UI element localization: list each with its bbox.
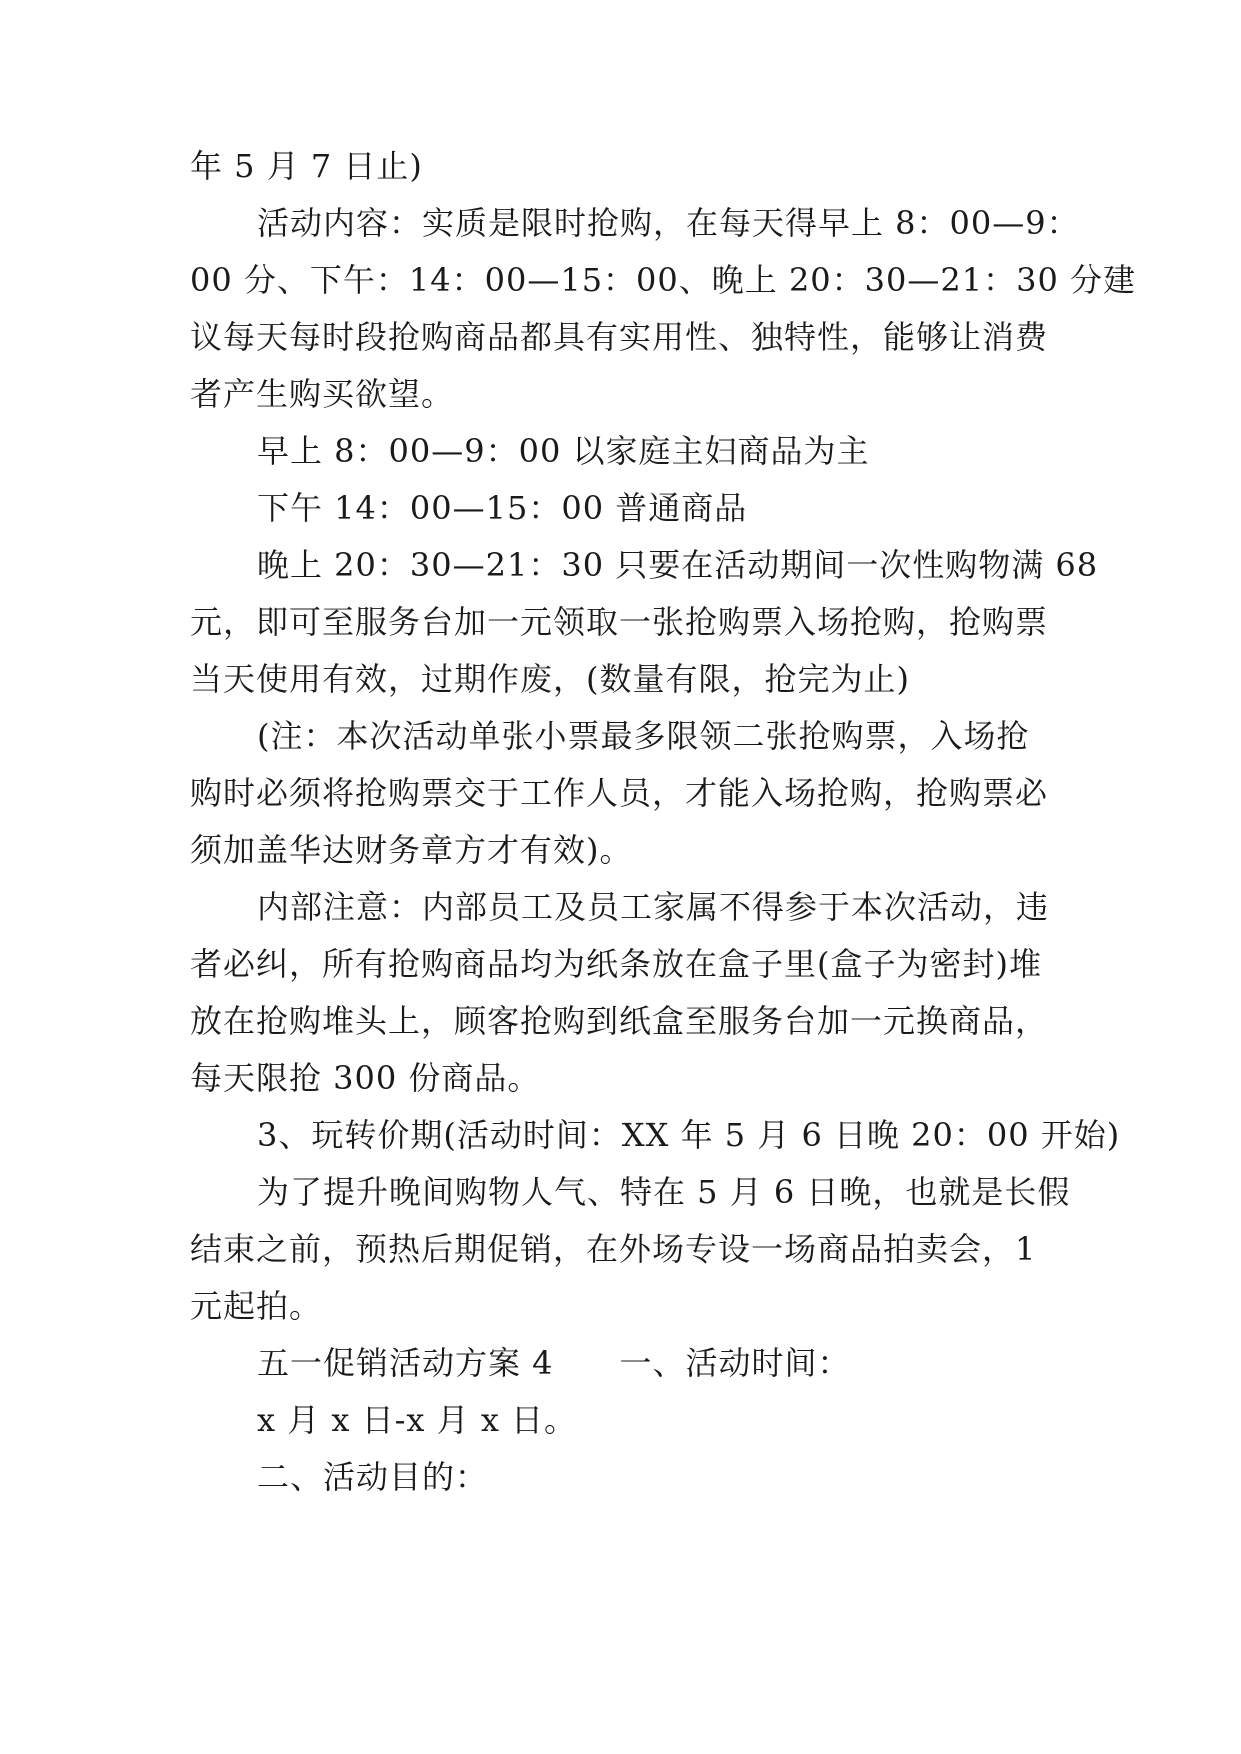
text-line: 购时必须将抢购票交于工作人员，才能入场抢购，抢购票必: [190, 774, 1049, 812]
text-line: 者产生购买欲望。: [190, 375, 455, 413]
text-line: 内部注意：内部员工及员工家属不得参于本次活动，违: [257, 888, 1050, 926]
text-line: 活动内容：实质是限时抢购，在每天得早上 8：00—9：: [257, 204, 1080, 242]
text-line: 为了提升晚间购物人气、特在 5 月 6 日晚，也就是长假: [257, 1173, 1071, 1211]
text-line: 结束之前，预热后期促销，在外场专设一场商品拍卖会，1: [190, 1230, 1037, 1268]
text-line: 00 分、下午：14：00—15：00、晚上 20：30—21：30 分建: [190, 261, 1136, 299]
text-line: 晚上 20：30—21：30 只要在活动期间一次性购物满 68: [257, 546, 1099, 584]
text-line: 议每天每时段抢购商品都具有实用性、独特性，能够让消费: [190, 318, 1049, 356]
section-heading: 二、活动目的：: [257, 1458, 489, 1496]
text-line: (注：本次活动单张小票最多限领二张抢购票，入场抢: [257, 717, 1030, 755]
text-line: 下午 14：00—15：00 普通商品: [257, 489, 748, 527]
section-heading: 五一促销活动方案 4 一、活动时间：: [257, 1344, 851, 1382]
text-line: 元起拍。: [190, 1287, 323, 1325]
text-line: 者必纠，所有抢购商品均为纸条放在盒子里(盒子为密封)堆: [190, 945, 1042, 983]
text-line: 须加盖华达财务章方才有效)。: [190, 831, 633, 869]
text-line: 3、玩转价期(活动时间：XX 年 5 月 6 日晚 20：00 开始): [257, 1116, 1121, 1154]
text-line: 每天限抢 300 份商品。: [190, 1059, 541, 1097]
text-line: x 月 x 日-x 月 x 日。: [257, 1401, 578, 1439]
text-line: 当天使用有效，过期作废，(数量有限，抢完为止): [190, 660, 910, 698]
text-line: 年 5 月 7 日止): [190, 147, 423, 185]
text-line: 元，即可至服务台加一元领取一张抢购票入场抢购，抢购票: [190, 603, 1049, 641]
text-line: 放在抢购堆头上，顾客抢购到纸盒至服务台加一元换商品，: [190, 1002, 1049, 1040]
text-line: 早上 8：00—9：00 以家庭主妇商品为主: [257, 432, 870, 470]
